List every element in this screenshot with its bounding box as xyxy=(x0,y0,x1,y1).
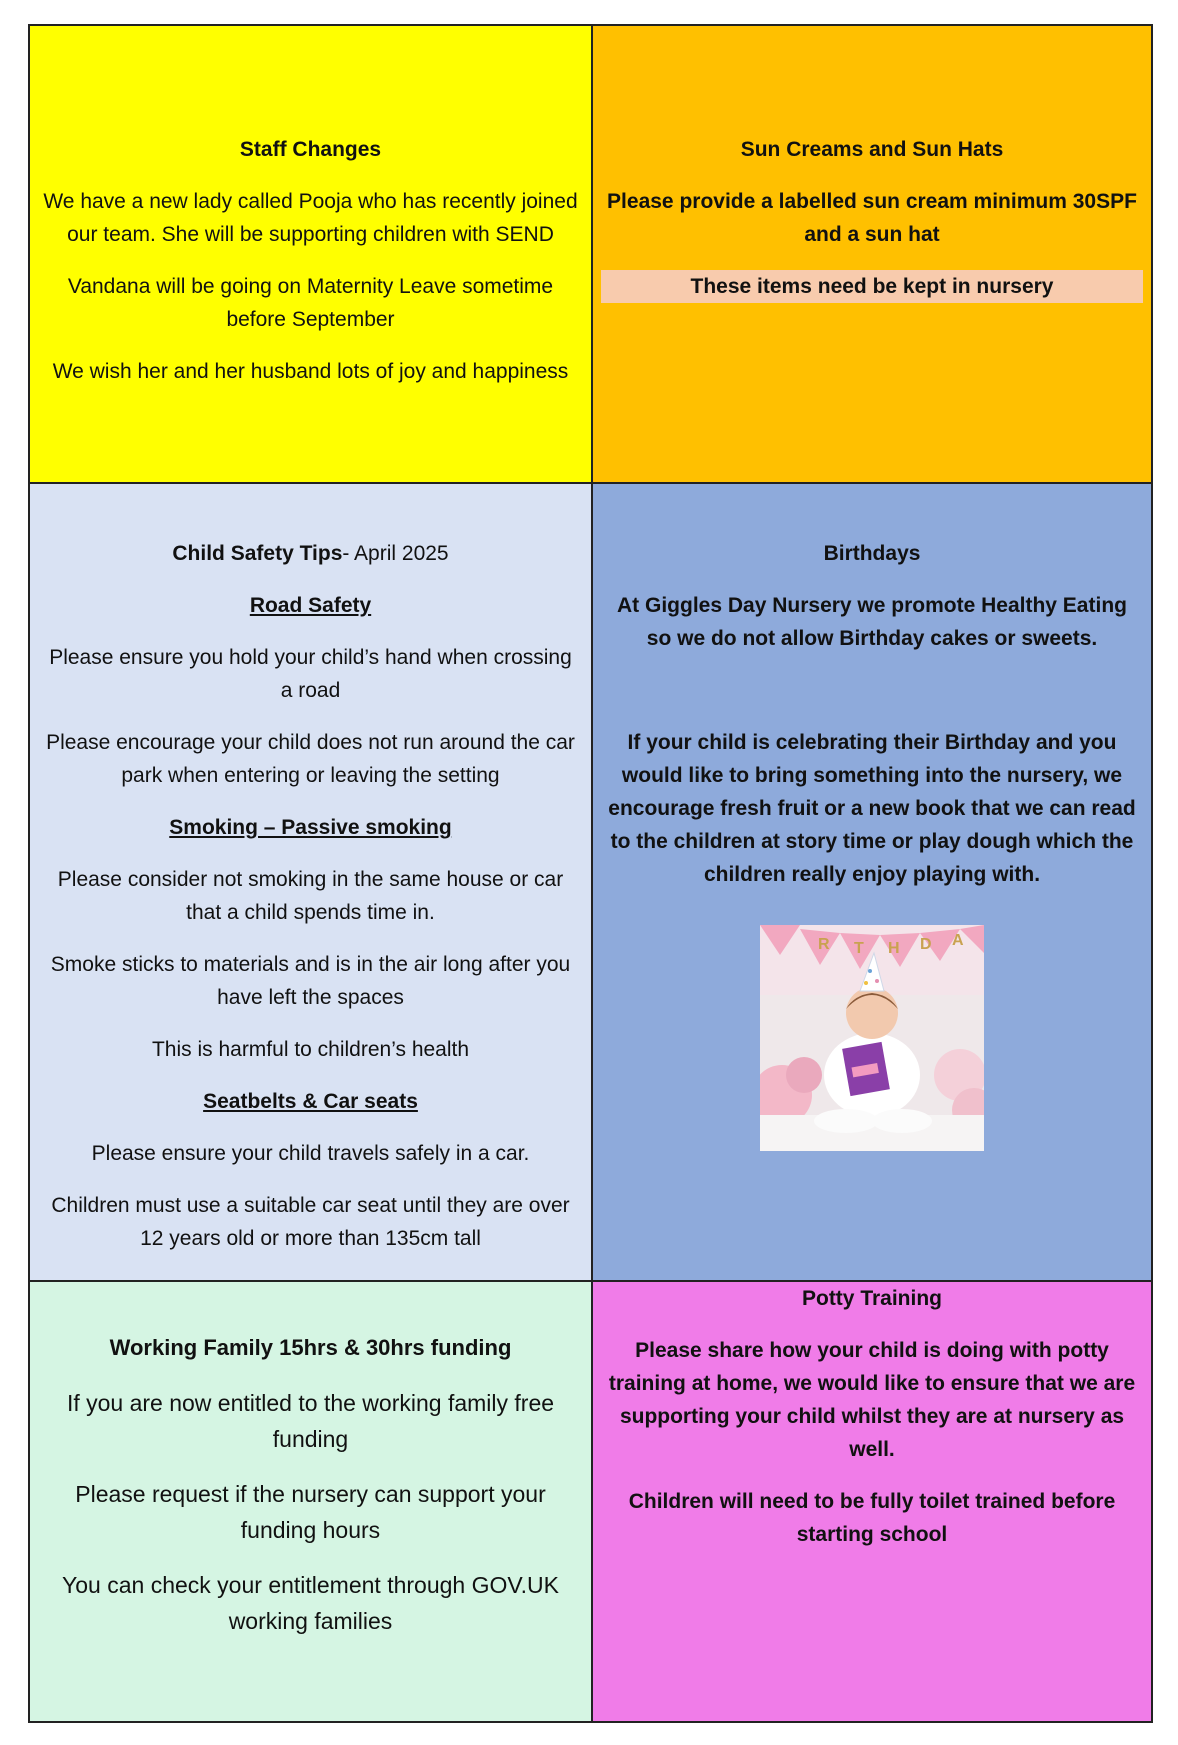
banner-letter: R xyxy=(818,936,830,953)
banner-letter: T xyxy=(854,940,864,957)
seatbelts-heading: Seatbelts & Car seats xyxy=(203,1090,418,1113)
funding-text-1: If you are now entitled to the working family free funding xyxy=(66,1390,555,1452)
sun-cream-title: Sun Creams and Sun Hats xyxy=(740,138,1004,161)
road-safety-heading: Road Safety xyxy=(249,594,372,617)
staff-changes-text-2: Vandana will be going on Maternity Leave sometime before September xyxy=(67,275,554,331)
staff-changes-section xyxy=(30,26,591,482)
newsletter-grid xyxy=(28,24,1153,1723)
banner-letter: A xyxy=(952,932,964,949)
road-safety-text-2: Please encourage your child does not run around the car park when entering or leaving the setting xyxy=(46,731,575,787)
birthdays-text-1: At Giggles Day Nursery we promote Healthy Eating so we do not allow Birthday cakes or sweets. xyxy=(617,594,1127,650)
birthday-photo xyxy=(760,925,984,1151)
birthdays-section xyxy=(593,484,1151,1280)
child-safety-title-date: - April 2025 xyxy=(342,542,449,565)
child-safety-section xyxy=(30,484,591,1280)
funding-text-2: Please request if the nursery can support your funding hours xyxy=(75,1481,546,1543)
column-divider xyxy=(591,26,593,1721)
smoking-text-3: This is harmful to children’s health xyxy=(151,1038,470,1061)
seatbelts-text-1: Please ensure your child travels safely in a car. xyxy=(91,1142,530,1165)
row-divider-1 xyxy=(30,482,1151,484)
child-safety-title xyxy=(42,537,579,570)
funding-text-3: You can check your entitlement through GOV.UK working families xyxy=(62,1572,559,1634)
row-divider-2 xyxy=(30,1280,1151,1282)
staff-changes-text-3: We wish her and her husband lots of joy and happiness xyxy=(52,360,569,383)
child-safety-title-bold: Child Safety Tips xyxy=(172,542,343,565)
potty-training-text-1: Please share how your child is doing with potty training at home, we would like to ensure that we are supporting your child whilst they are at nursery as well. xyxy=(608,1339,1136,1461)
staff-changes-title: Staff Changes xyxy=(239,138,382,161)
sun-cream-text-1: Please provide a labelled sun cream minimum 30SPF and a sun hat xyxy=(607,190,1137,246)
staff-changes-text-1: We have a new lady called Pooja who has recently joined our team. She will be supporting children with SEND xyxy=(43,190,578,246)
banner-letter: D xyxy=(920,936,932,953)
sun-cream-highlight-text: These items need be kept in nursery xyxy=(601,270,1143,303)
road-safety-text-1: Please ensure you hold your child’s hand when crossing a road xyxy=(49,646,572,702)
smoking-text-2: Smoke sticks to materials and is in the air long after you have left the spaces xyxy=(50,953,571,1009)
sun-cream-section xyxy=(593,26,1151,482)
birthdays-title: Birthdays xyxy=(823,542,921,565)
potty-training-section xyxy=(593,1282,1151,1721)
funding-title: Working Family 15hrs & 30hrs funding xyxy=(109,1335,512,1360)
banner-letter: H xyxy=(888,940,900,957)
smoking-heading: Smoking – Passive smoking xyxy=(169,816,452,839)
potty-training-text-2: Children will need to be fully toilet trained before starting school xyxy=(628,1490,1116,1546)
birthdays-text-2: If your child is celebrating their Birthday and you would like to bring something into the nursery, we encourage fresh fruit or a new book that we can read to the children at story time or play dough which the children really enjoy playing with. xyxy=(608,731,1136,886)
potty-training-title: Potty Training xyxy=(801,1287,942,1310)
seatbelts-text-2: Children must use a suitable car seat until they are over 12 years old or more than 135cm tall xyxy=(51,1194,570,1250)
birthday-photo-image xyxy=(760,925,984,1151)
smoking-text-1: Please consider not smoking in the same house or car that a child spends time in. xyxy=(57,868,564,924)
funding-section xyxy=(30,1282,591,1721)
